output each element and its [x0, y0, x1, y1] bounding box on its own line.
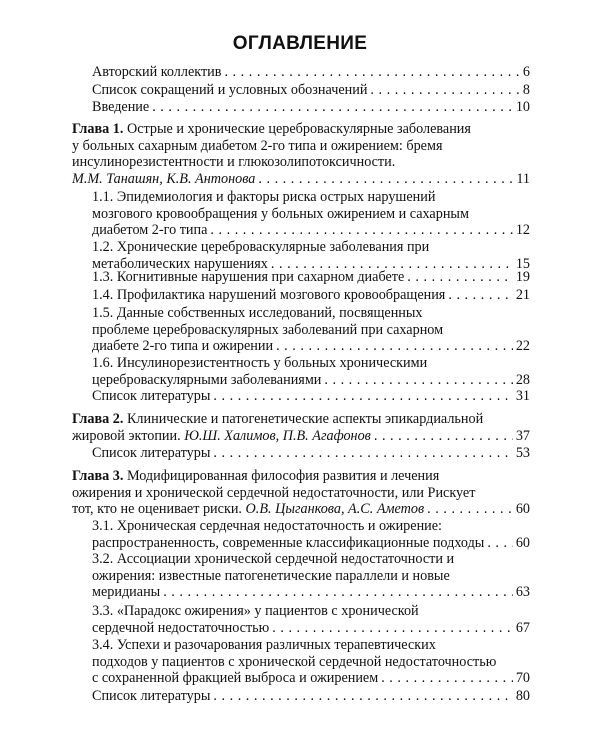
chapter-title-line: инсулинорезистентности и глюкозолипотоксичности.	[72, 154, 396, 171]
toc-section-3-2	[92, 551, 530, 601]
dot-leader	[407, 269, 513, 286]
page-number: 12	[515, 222, 530, 239]
page-title: ОГЛАВЛЕНИЕ	[232, 33, 368, 54]
entry-text: Авторский коллектив	[92, 64, 222, 80]
dot-leader	[210, 222, 512, 239]
toc-ch1-references	[92, 388, 530, 405]
section-title-line: Список литературы	[92, 388, 211, 404]
page-number: 53	[515, 445, 530, 461]
toc-ch3-references	[92, 688, 530, 705]
page-number: 15	[515, 255, 530, 272]
section-title-line: 3.2. Ассоциации хронической сердечной недостаточности и	[92, 551, 455, 567]
chapter-authors: Ю.Ш. Халимов, П.В. Агафонов	[184, 427, 371, 444]
section-title-line: цереброваскулярными заболеваниями	[92, 371, 322, 388]
toc-section-1-4	[92, 287, 530, 304]
dot-leader	[272, 620, 513, 637]
page-number: 28	[515, 371, 530, 388]
dot-leader	[152, 99, 513, 116]
toc-section-3-4	[92, 637, 530, 687]
dot-leader	[213, 445, 512, 462]
chapter-label: Глава 1.	[72, 121, 124, 137]
page-number: 8	[522, 82, 530, 98]
page-number: 11	[516, 170, 530, 187]
section-title-line: Список литературы	[92, 445, 211, 461]
dot-leader	[427, 501, 513, 518]
toc-section-1-1	[92, 189, 530, 239]
chapter-label: Глава 2.	[72, 411, 124, 427]
section-title-line: 1.5. Данные собственных исследований, посвященных	[92, 305, 423, 321]
section-title-line: метаболических нарушениях	[92, 255, 268, 272]
chapter-title-line: Модифицированная философия развития и лечения	[123, 468, 440, 484]
chapter-title-line: Клинические и патогенетические аспекты эпикардиальной	[123, 411, 484, 427]
toc-entry-abbreviations	[92, 82, 530, 99]
page-number: 63	[515, 584, 530, 601]
page-number: 31	[515, 388, 530, 404]
entry-text: Введение	[92, 99, 150, 115]
section-title-line: диабете 2-го типа и ожирении	[92, 338, 274, 355]
dot-leader	[448, 287, 512, 304]
page-number: 19	[515, 269, 530, 285]
dot-leader	[213, 388, 512, 405]
toc-section-1-6	[92, 355, 530, 388]
toc-section-1-2	[92, 239, 530, 272]
dot-leader	[213, 688, 512, 705]
page-number: 60	[515, 534, 530, 551]
section-title-line: 3.3. «Парадокс ожирения» у пациентов с хронической	[92, 603, 419, 619]
page-number: 80	[515, 688, 530, 704]
section-title-line: диабетом 2-го типа	[92, 222, 208, 239]
dot-leader	[374, 428, 513, 445]
toc-chapter-3	[72, 468, 530, 518]
chapter-title-line: у больных сахарным диабетом 2-го типа и ожирением: бремя	[72, 137, 443, 154]
chapter-label: Глава 3.	[72, 468, 124, 484]
section-title-line: с сохраненной фракцией выброса и ожирением	[92, 670, 379, 687]
page-number: 67	[515, 619, 530, 636]
page-number: 70	[515, 670, 530, 687]
toc-entry-introduction	[92, 99, 530, 116]
toc-ch2-references	[92, 445, 530, 462]
page-number: 10	[515, 99, 530, 115]
toc-chapter-1	[72, 121, 530, 187]
page-number: 6	[522, 64, 530, 80]
section-title-line: 1.4. Профилактика нарушений мозгового кровообращения	[92, 287, 446, 303]
dot-leader	[381, 670, 513, 687]
section-title-line: 1.3. Когнитивные нарушения при сахарном диабете	[92, 269, 405, 285]
section-title-line: ожирения: известные патогенетические параллели и новые	[92, 567, 450, 584]
toc-section-3-1	[92, 518, 530, 551]
section-title-line: сердечной недостаточностью	[92, 619, 270, 636]
dot-leader	[163, 584, 513, 601]
dot-leader	[487, 535, 512, 552]
page-number: 22	[515, 338, 530, 355]
dot-leader	[370, 82, 519, 99]
page-number: 37	[515, 427, 530, 444]
entry-text: Список сокращений и условных обозначений	[92, 82, 368, 98]
chapter-title-line: ожирения и хронической сердечной недостаточности, или Рискует	[72, 484, 476, 501]
toc-section-1-5	[92, 305, 530, 355]
section-title-line: 3.1. Хроническая сердечная недостаточность и ожирение:	[92, 518, 442, 534]
dot-leader	[324, 372, 512, 389]
dot-leader	[224, 64, 519, 81]
section-title-line: 1.6. Инсулинорезистентность у больных хроническими	[92, 355, 428, 371]
dot-leader	[276, 338, 513, 355]
toc-chapter-2	[72, 411, 530, 444]
section-title-line: проблеме цереброваскулярных заболеваний при сахарном	[92, 321, 444, 338]
page-number: 21	[515, 287, 530, 303]
chapter-title-line: тот, кто не оценивает риски.	[72, 501, 246, 518]
chapter-title-line: Острые и хронические цереброваскулярные заболевания	[123, 121, 471, 137]
section-title-line: Список литературы	[92, 688, 211, 704]
page-number: 60	[515, 501, 530, 518]
toc-section-1-3	[92, 269, 530, 286]
section-title-line: 1.2. Хронические цереброваскулярные заболевания при	[92, 239, 430, 255]
chapter-authors: М.М. Танашян, К.В. Антонова	[72, 170, 256, 187]
dot-leader	[258, 171, 513, 188]
chapter-title-line: жировой эктопии.	[72, 427, 185, 444]
section-title-line: подходов у пациентов с хронической сердечной недостаточностью	[92, 653, 497, 670]
toc-entry-authors-team	[92, 64, 530, 81]
chapter-authors: О.В. Цыганкова, А.С. Аметов	[245, 501, 425, 518]
section-title-line: 3.4. Успехи и разочарования различных терапевтических	[92, 637, 436, 653]
section-title-line: меридианы	[92, 584, 161, 601]
section-title-line: мозгового кровообращения у больных ожирением и сахарным	[92, 205, 469, 222]
section-title-line: 1.1. Эпидемиология и факторы риска острых нарушений	[92, 189, 436, 205]
section-title-line: распространенность, современные классификационные подходы	[92, 534, 485, 551]
toc-section-3-3	[92, 603, 530, 636]
